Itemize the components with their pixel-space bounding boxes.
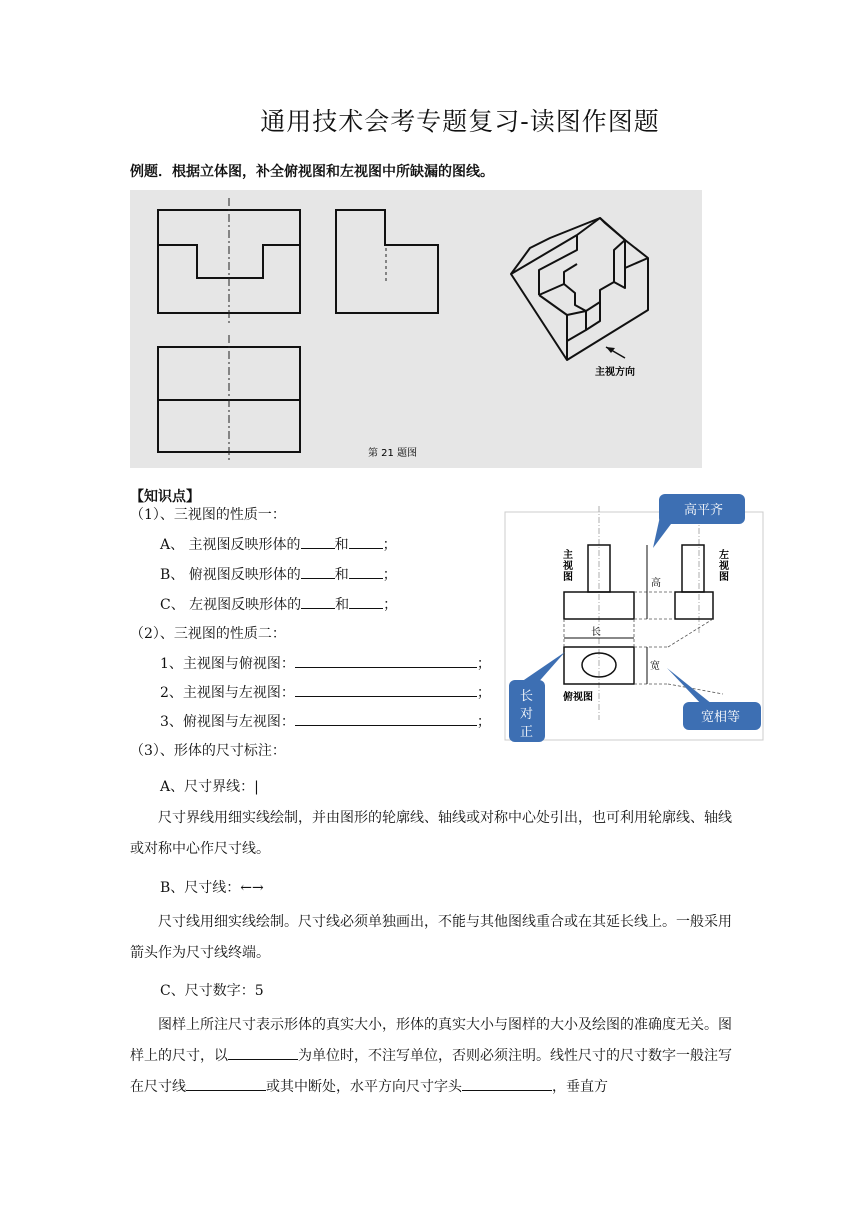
dim-extension-label: A、尺寸界线：|	[160, 779, 259, 795]
front-view-label-2: 视	[563, 561, 573, 572]
three-views-drawing	[130, 190, 702, 468]
section3-title: （3）、形体的尺寸标注：	[130, 743, 286, 759]
dim-height-label: 高	[651, 578, 661, 589]
dim-width-label: 宽	[650, 661, 660, 672]
callout-length-align-1: 长	[520, 689, 534, 704]
s2-item-1: 1、主视图与俯视图： ；	[160, 653, 491, 673]
section2-title: （2）、三视图的性质二：	[130, 626, 286, 642]
dim-length-label: 长	[591, 627, 601, 638]
knowledge-heading: 【知识点】	[130, 489, 200, 505]
dim-line-text: 尺寸线用细实线绘制。尺寸线必须单独画出，不能与其他图线重合或在其延长线上。一般采用箭头作为尺寸线终端。	[130, 914, 732, 961]
left-view-label-2: 视	[719, 561, 729, 572]
view-relationship-diagram	[503, 486, 765, 742]
section1-title: （1）、三视图的性质一：	[130, 507, 286, 523]
s1-item-c: C、 左视图反映形体的 和 ；	[160, 594, 397, 614]
front-view-label-1: 主	[563, 550, 573, 561]
s2-item-3: 3、俯视图与左视图： ；	[160, 711, 491, 731]
front-view-label-3: 图	[563, 572, 573, 583]
dim-extension-text: 尺寸界线用细实线绘制，并由图形的轮廓线、轴线或对称中心处引出，也可利用轮廓线、轴线或对称中心作尺寸线。	[130, 810, 732, 857]
page-title: 通用技术会考专题复习-读图作图题	[260, 107, 660, 136]
figure-view-relationships	[503, 486, 765, 742]
dim-number-label: C、尺寸数字：5	[160, 983, 264, 999]
s1-item-b: B、 俯视图反映形体的 和 ；	[160, 564, 397, 584]
figure-three-views	[130, 190, 702, 468]
left-view-label-1: 左	[719, 550, 729, 561]
s2-item-2: 2、主视图与左视图： ；	[160, 682, 491, 702]
direction-label: 主视方向	[595, 367, 635, 378]
s1-item-a: A、 主视图反映形体的 和 ；	[160, 534, 397, 554]
callout-width-equal-text: 宽相等	[701, 710, 741, 725]
dim-line-label: B、尺寸线：←→	[160, 880, 264, 896]
isometric-solid	[511, 218, 648, 360]
callout-length-align-3: 正	[520, 725, 534, 740]
left-view-outline	[336, 210, 438, 313]
example-question: 例题．根据立体图，补全俯视图和左视图中所缺漏的图线。	[130, 164, 494, 180]
figure-caption: 第 21 题图	[368, 448, 418, 459]
top-view-label: 俯视图	[563, 692, 593, 703]
callout-height-align-text: 高平齐	[684, 503, 724, 518]
callout-length-align-2: 对	[520, 707, 534, 722]
dim-number-text: 图样上所注尺寸表示形体的真实大小，形体的真实大小与图样的大小及绘图的准确度无关。图样上的尺寸，以 为单位时，不注写单位，否则必须注明。线性尺寸的尺寸数字一般注写在尺寸线 或其中断处，水平方向尺寸字头 ，垂直方	[130, 1017, 732, 1095]
left-view-label-3: 图	[719, 572, 729, 583]
